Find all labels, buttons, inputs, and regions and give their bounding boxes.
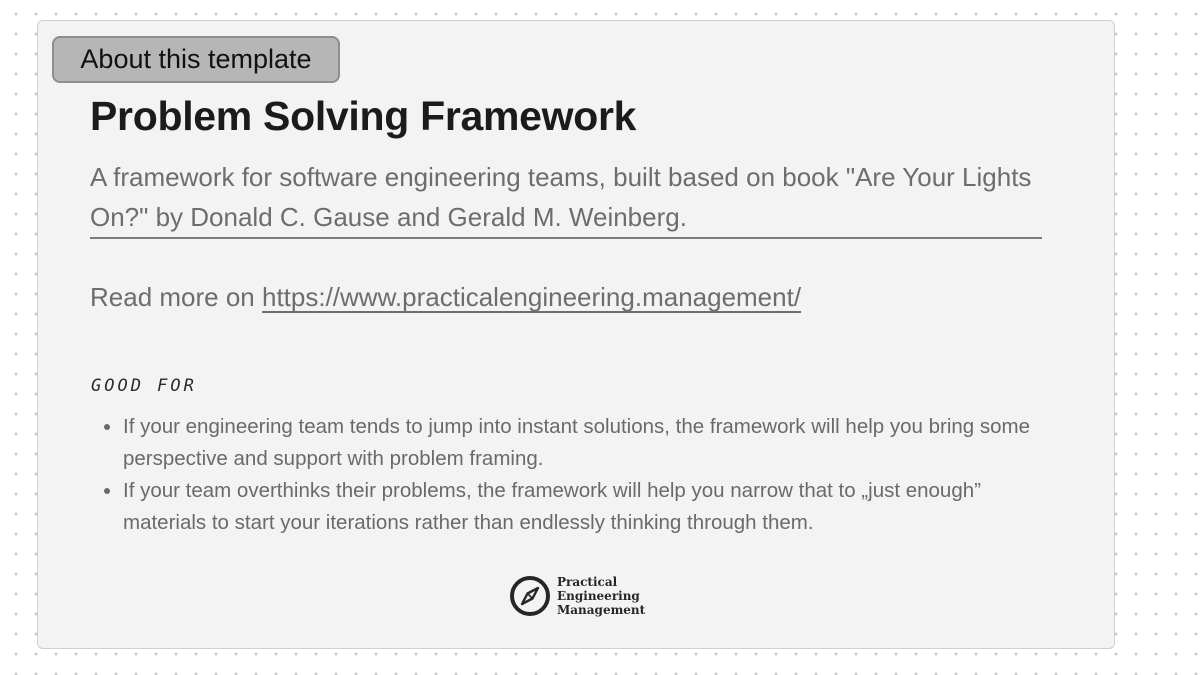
list-item (104, 411, 1064, 475)
read-more-link[interactable]: https://www.practicalengineering.management/ (261, 282, 802, 312)
brand-line-2: Engineering (557, 589, 640, 603)
brand-line-1: Practical (557, 575, 618, 589)
bullet-dot-icon (104, 424, 110, 430)
list-item (104, 475, 1064, 539)
good-for-list (104, 411, 1064, 539)
page-title: Problem Solving Framework (90, 93, 637, 139)
read-more-prefix: Read more on (90, 282, 262, 312)
read-more-line (90, 279, 801, 315)
brand-line-3: Management (557, 603, 646, 617)
about-template-button[interactable]: About this template (52, 36, 340, 83)
list-item-text: If your team overthinks their problems, the framework will help you narrow that to „just enough” materials to start your iterations rather than endlessly thinking through them. (123, 479, 981, 534)
template-description: A framework for software engineering teams, built based on book "Are Your Lights On?" by Donald C. Gause and Gerald M. Weinberg. (90, 157, 1042, 239)
compass-icon (509, 575, 551, 617)
brand-logo (509, 575, 645, 617)
list-item-text: If your engineering team tends to jump into instant solutions, the framework will help you bring some perspective and support with problem framing. (123, 415, 1031, 470)
good-for-heading: GOOD FOR (91, 376, 197, 396)
bullet-dot-icon (104, 488, 110, 494)
brand-logo-text (557, 575, 645, 617)
